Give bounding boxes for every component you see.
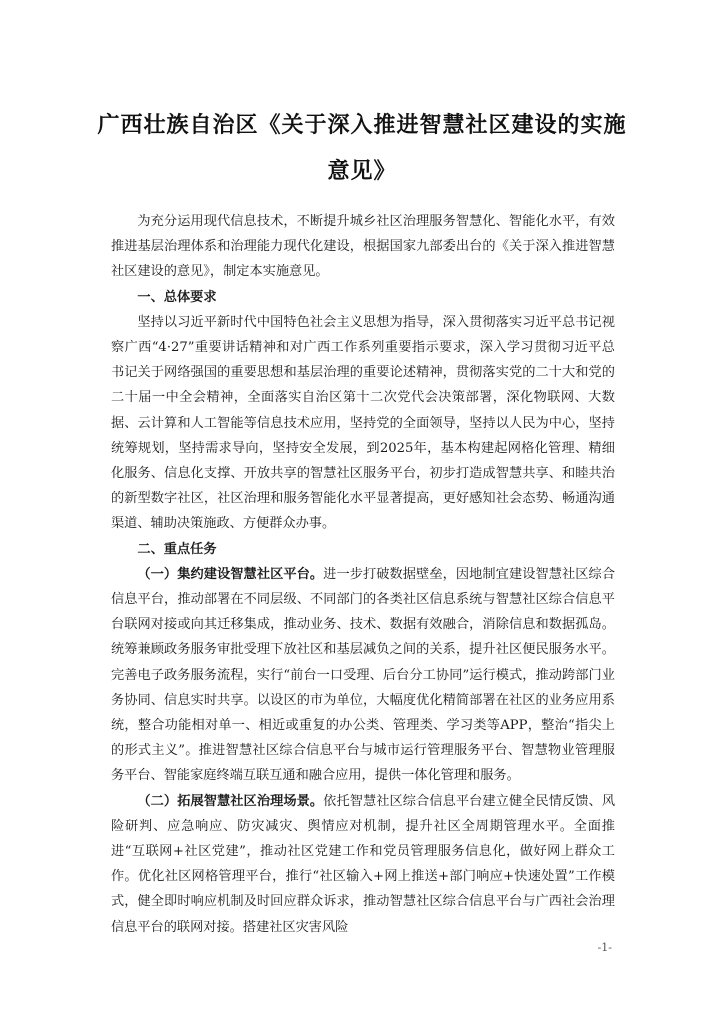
section-1-paragraph: 坚持以习近平新时代中国特色社会主义思想为指导，深入贯彻落实习近平总书记视察广西“4·27”重要讲话精神和对广西工作系列重要指示要求，深入学习贯彻习近平总书记关于网络强国的重要思想和基层治理的重要论述精神，贯彻落实党的二十大和党的二十届一中全会精神，全面落实自治区第十二次党代会决策部署，深化物联网、大数据、云计算和人工智能等信息技术应用，坚持党的全面领导，坚持以人民为中心，坚持统筹规划，坚持需求导向，坚持安全发展，到2025年，基本构建起网格化管理、精细化服务、信息化支撑、开放共享的智慧社区服务平台，初步打造成智慧共享、和睦共治的新型数字社区，社区治理和服务智能化水平显著提高，更好感知社会态势、畅通沟通渠道、辅助决策施政、方便群众办事。 xyxy=(111,314,615,532)
section-1-heading: 一、总体要求 xyxy=(137,289,217,305)
page-number: -1- xyxy=(597,941,612,954)
task-1-paragraph xyxy=(111,562,615,789)
intro-paragraph: 为充分运用现代信息技术，不断提升城乡社区治理服务智慧化、智能化水平，有效推进基层治理体系和治理能力现代化建设，根据国家九部委出台的《关于深入推进智慧社区建设的意见》，制定本实施意见。 xyxy=(111,214,615,280)
section-2-heading: 二、重点任务 xyxy=(137,541,217,557)
task-1-text: 进一步打破数据壁垒，因地制宜建设智慧社区综合信息平台，推动部署在不同层级、不同部门的各类社区信息系统与智慧社区综合信息平台联网对接或向其迁移集成，推动业务、技术、数据有效融合，消除信息和数据孤岛。统筹兼顾政务服务审批受理下放社区和基层减负之间的关系，提升社区便民服务水平。完善电子政务服务流程，实行“前台一口受理、后台分工协同”运行模式，推动跨部门业务协同、信息实时共享。以设区的市为单位，大幅度优化精简部署在社区的业务应用系统，整合功能相对单一、相近或重复的办公类、管理类、学习类等APP，整治“指尖上的形式主义”。推进智慧社区综合信息平台与城市运行管理服务平台、智慧物业管理服务平台、智能家庭终端互联互通和融合应用，提供一体化管理和服务。 xyxy=(111,566,616,784)
task-2-text: 依托智慧社区综合信息平台建立健全民情反馈、风险研判、应急响应、防灾减灾、舆情应对机制，提升社区全周期管理水平。全面推进“互联网+社区党建”，推动社区党建工作和党员管理服务信息化，做好网上群众工作。优化社区网格管理平台，推行“社区输入+网上推送+部门响应+快速处置”工作模式，健全即时响应机制及时回应群众诉求，推动智慧社区综合信息平台与广西社会治理信息平台的联网对接。搭建社区灾害风险 xyxy=(111,793,616,935)
task-1-title: （一）集约建设智慧社区平台。 xyxy=(137,566,324,582)
document-title-line-2: 意见》 xyxy=(327,158,397,184)
document-body xyxy=(111,209,615,940)
document-title-line-1: 广西壮族自治区《关于深入推进智慧社区建设的实施 xyxy=(97,112,627,138)
task-2-title: （二）拓展智慧社区治理场景。 xyxy=(137,793,324,809)
task-2-paragraph xyxy=(111,789,615,940)
